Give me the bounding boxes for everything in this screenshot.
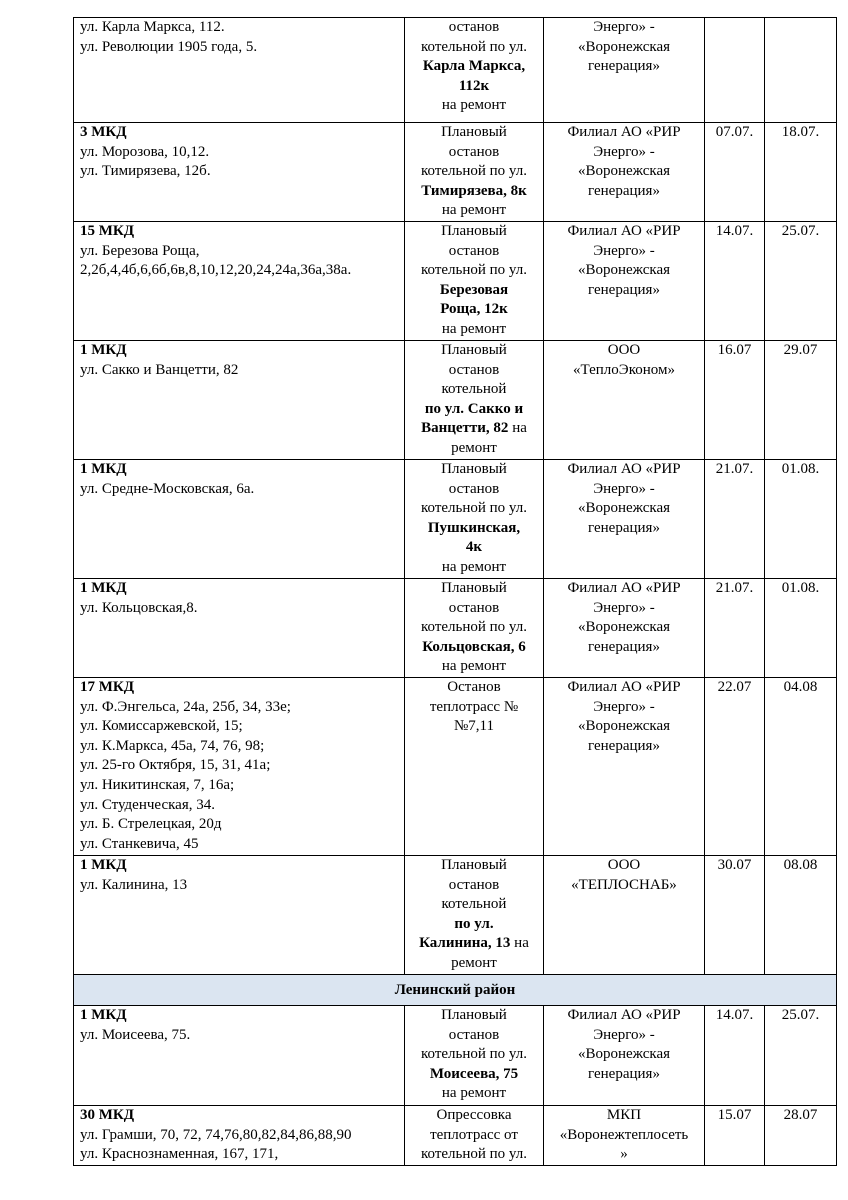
work-line	[408, 361, 540, 381]
addresses-cell	[74, 678, 405, 856]
work-line	[408, 538, 540, 558]
work-text: котельной по ул.	[420, 500, 528, 517]
work-text: Плановый	[441, 461, 507, 477]
organization-line: Энерго» -	[593, 480, 655, 497]
organization-line: генерация»	[588, 737, 660, 754]
organization-line: «Воронежская	[577, 500, 671, 517]
work-description-cell	[405, 222, 544, 341]
work-line	[408, 143, 540, 163]
table-row	[74, 460, 837, 579]
work-text: Плановый	[441, 124, 507, 140]
work-line	[408, 1045, 540, 1065]
building-count: 1 МКД	[80, 857, 127, 873]
work-text: Плановый	[441, 857, 507, 873]
work-text: Останов	[447, 679, 501, 695]
address-line: ул. Сакко и Ванцетти, 82	[80, 361, 239, 378]
end-date-cell	[765, 18, 837, 123]
table-row	[74, 856, 837, 975]
district-section-row	[74, 975, 837, 1006]
work-text: котельной по ул.	[420, 619, 528, 636]
work-line	[408, 1106, 540, 1126]
organization-cell	[544, 579, 705, 678]
organization-line: Энерго» -	[593, 599, 655, 616]
table-row	[74, 123, 837, 222]
start-date-cell: 14.07.	[705, 1006, 765, 1106]
boiler-address: Тимирязева, 8к	[421, 182, 527, 199]
work-text: ремонт	[451, 954, 497, 971]
work-text: на ремонт	[441, 558, 507, 575]
address-line: ул. Тимирязева, 12б.	[80, 163, 211, 180]
work-text: на ремонт	[441, 97, 507, 114]
organization-line: Филиал АО «РИР	[567, 124, 681, 140]
work-text: останов	[448, 242, 500, 259]
work-line	[408, 895, 540, 915]
building-count: 17 МКД	[80, 679, 135, 695]
district-title: Ленинский район	[74, 975, 837, 1006]
work-line	[408, 599, 540, 619]
building-count: 30 МКД	[80, 1107, 135, 1123]
work-text: Плановый	[441, 223, 507, 239]
work-description-cell	[405, 856, 544, 975]
work-text: ремонт	[451, 439, 497, 456]
organization-line: Энерго» -	[593, 19, 655, 35]
addresses-cell	[74, 1106, 405, 1166]
work-line	[408, 499, 540, 519]
organization-line: ООО	[607, 342, 641, 358]
organization-line: генерация»	[588, 638, 660, 655]
organization-line: Энерго» -	[593, 1026, 655, 1043]
work-line	[408, 579, 540, 599]
work-text: котельной	[441, 896, 507, 913]
start-date-cell: 14.07.	[705, 222, 765, 341]
organization-line: «Воронежтеплосеть	[559, 1126, 689, 1143]
addresses-cell	[74, 579, 405, 678]
work-line	[408, 856, 540, 876]
organization-line: генерация»	[588, 182, 660, 199]
work-text: останов	[448, 361, 500, 378]
work-line	[408, 57, 540, 77]
work-line	[408, 558, 540, 578]
table-row	[74, 1106, 837, 1166]
boiler-address: по ул. Сакко и	[424, 400, 524, 417]
addresses-cell	[74, 460, 405, 579]
organization-cell	[544, 18, 705, 123]
work-line	[408, 341, 540, 361]
organization-line: Филиал АО «РИР	[567, 223, 681, 239]
table-row	[74, 1006, 837, 1106]
work-text: останов	[448, 19, 500, 35]
work-text: Плановый	[441, 342, 507, 358]
work-text: на	[510, 935, 529, 952]
work-line	[408, 480, 540, 500]
table-row	[74, 222, 837, 341]
boiler-address: Карла Маркса,	[422, 58, 526, 75]
work-line	[408, 460, 540, 480]
work-line	[408, 242, 540, 262]
work-line	[408, 876, 540, 896]
end-date-cell: 25.07.	[765, 1006, 837, 1106]
work-line	[408, 201, 540, 221]
organization-line: ООО	[607, 857, 641, 873]
address-line: ул. Калинина, 13	[80, 876, 188, 893]
work-line	[408, 934, 540, 954]
address-line: ул. Б. Стрелецкая, 20д	[80, 816, 222, 833]
work-line	[408, 915, 540, 935]
start-date-cell: 21.07.	[705, 579, 765, 678]
address-line: ул. Кольцовская,8.	[80, 599, 198, 616]
work-line	[408, 261, 540, 281]
address-line: ул. Комиссаржевской, 15;	[80, 718, 243, 735]
addresses-cell	[74, 222, 405, 341]
organization-line: «Воронежская	[577, 619, 671, 636]
addresses-cell	[74, 856, 405, 975]
boiler-address: Пушкинская,	[427, 519, 521, 536]
work-line	[408, 618, 540, 638]
organization-cell	[544, 1006, 705, 1106]
address-line: ул. Краснознаменная, 167, 171,	[80, 1146, 279, 1163]
work-text: останов	[448, 143, 500, 160]
end-date-cell: 29.07	[765, 341, 837, 460]
work-line	[408, 162, 540, 182]
organization-cell	[544, 1106, 705, 1166]
start-date-cell: 22.07	[705, 678, 765, 856]
organization-line: «ТЕПЛОСНАБ»	[571, 876, 677, 893]
work-description-cell	[405, 1106, 544, 1166]
building-count: 1 МКД	[80, 1007, 127, 1023]
outage-schedule-table	[73, 17, 837, 1166]
start-date-cell: 07.07.	[705, 123, 765, 222]
work-text: на ремонт	[441, 658, 507, 675]
address-line: ул. Революции 1905 года, 5.	[80, 38, 258, 55]
work-line	[408, 1084, 540, 1104]
work-line	[408, 519, 540, 539]
boiler-address: Калинина, 13	[419, 935, 511, 952]
work-text: останов	[448, 480, 500, 497]
boiler-address: Ванцетти, 82	[421, 420, 509, 437]
work-text: на ремонт	[441, 202, 507, 219]
work-description-cell	[405, 579, 544, 678]
work-text: Опрессовка	[436, 1107, 512, 1123]
work-text: теплотрасс №	[429, 698, 519, 715]
building-count: 15 МКД	[80, 223, 135, 239]
organization-cell	[544, 460, 705, 579]
work-description-cell	[405, 1006, 544, 1106]
organization-line: Филиал АО «РИР	[567, 580, 681, 596]
table-row	[74, 18, 837, 123]
organization-line: Филиал АО «РИР	[567, 679, 681, 695]
work-line	[408, 717, 540, 737]
addresses-cell	[74, 123, 405, 222]
organization-line: МКП	[606, 1107, 642, 1123]
boiler-address: 112к	[458, 77, 490, 94]
organization-cell	[544, 678, 705, 856]
work-text: останов	[448, 599, 500, 616]
organization-line: Энерго» -	[593, 698, 655, 715]
building-count: 1 МКД	[80, 461, 127, 477]
boiler-address: по ул.	[454, 915, 494, 932]
work-line	[408, 320, 540, 340]
work-line	[408, 439, 540, 459]
work-line	[408, 18, 540, 38]
organization-line: Энерго» -	[593, 143, 655, 160]
work-text: котельной по ул.	[420, 262, 528, 279]
work-text: останов	[448, 876, 500, 893]
building-count: 1 МКД	[80, 580, 127, 596]
organization-line: «ТеплоЭконом»	[573, 361, 675, 378]
start-date-cell: 21.07.	[705, 460, 765, 579]
organization-line: генерация»	[588, 519, 660, 536]
work-line	[408, 77, 540, 97]
address-line: ул. Студенческая, 34.	[80, 796, 215, 813]
organization-cell	[544, 856, 705, 975]
organization-line: «Воронежская	[577, 163, 671, 180]
work-text: котельной по ул.	[420, 1046, 528, 1063]
table-row	[74, 579, 837, 678]
start-date-cell: 16.07	[705, 341, 765, 460]
work-line	[408, 222, 540, 242]
work-description-cell	[405, 341, 544, 460]
boiler-address: 4к	[465, 539, 483, 556]
organization-cell	[544, 341, 705, 460]
organization-line: «Воронежская	[577, 38, 671, 55]
boiler-address: Кольцовская, 6	[422, 638, 526, 655]
work-line	[408, 182, 540, 202]
end-date-cell: 01.08.	[765, 460, 837, 579]
address-line: ул. Морозова, 10,12.	[80, 143, 210, 160]
work-text: котельной по ул.	[420, 38, 528, 55]
address-line: 2,2б,4,4б,6,6б,6в,8,10,12,20,24,24а,36а,38а.	[80, 262, 352, 279]
work-line	[408, 123, 540, 143]
work-line	[408, 638, 540, 658]
organization-cell	[544, 222, 705, 341]
address-line: ул. Моисеева, 75.	[80, 1026, 191, 1043]
work-description-cell	[405, 678, 544, 856]
end-date-cell: 25.07.	[765, 222, 837, 341]
organization-line: генерация»	[588, 58, 660, 75]
table-row	[74, 341, 837, 460]
work-description-cell	[405, 460, 544, 579]
organization-line: Филиал АО «РИР	[567, 461, 681, 477]
end-date-cell: 01.08.	[765, 579, 837, 678]
organization-line: »	[620, 1146, 628, 1163]
work-text: Плановый	[441, 1007, 507, 1023]
start-date-cell	[705, 18, 765, 123]
end-date-cell: 04.08	[765, 678, 837, 856]
addresses-cell	[74, 18, 405, 123]
end-date-cell: 18.07.	[765, 123, 837, 222]
address-line: ул. Грамши, 70, 72, 74,76,80,82,84,86,88,90	[80, 1126, 352, 1143]
organization-cell	[544, 123, 705, 222]
end-date-cell: 08.08	[765, 856, 837, 975]
organization-line: генерация»	[588, 1065, 660, 1082]
work-text: №7,11	[453, 718, 494, 735]
work-line	[408, 1026, 540, 1046]
table-row	[74, 678, 837, 856]
organization-line: Энерго» -	[593, 242, 655, 259]
organization-line: «Воронежская	[577, 262, 671, 279]
work-text: останов	[448, 1026, 500, 1043]
work-text: котельной по ул.	[420, 1146, 528, 1163]
work-text: на ремонт	[441, 1085, 507, 1102]
work-line	[408, 400, 540, 420]
address-line: ул. Карла Маркса, 112.	[80, 19, 225, 35]
work-line	[408, 954, 540, 974]
work-line	[408, 1145, 540, 1165]
organization-line: Филиал АО «РИР	[567, 1007, 681, 1023]
work-text: на	[508, 420, 527, 437]
work-line	[408, 698, 540, 718]
work-line	[408, 300, 540, 320]
organization-line: генерация»	[588, 281, 660, 298]
addresses-cell	[74, 341, 405, 460]
work-text: котельной по ул.	[420, 163, 528, 180]
work-description-cell	[405, 123, 544, 222]
address-line: ул. Станкевича, 45	[80, 835, 199, 852]
address-line: ул. Никитинская, 7, 16а;	[80, 776, 235, 793]
work-text: теплотрасс от	[430, 1126, 518, 1143]
organization-line: «Воронежская	[577, 1046, 671, 1063]
work-line	[408, 380, 540, 400]
start-date-cell: 30.07	[705, 856, 765, 975]
work-description-cell	[405, 18, 544, 123]
building-count: 3 МКД	[80, 124, 127, 140]
work-text: котельной	[441, 381, 507, 398]
work-line	[408, 678, 540, 698]
boiler-address: Роща, 12к	[440, 301, 508, 318]
work-line	[408, 281, 540, 301]
work-line	[408, 1126, 540, 1146]
work-line	[408, 38, 540, 58]
address-line: ул. Березова Роща,	[80, 242, 200, 259]
boiler-address: Березовая	[439, 281, 509, 298]
address-line: ул. К.Маркса, 45а, 74, 76, 98;	[80, 737, 265, 754]
start-date-cell: 15.07	[705, 1106, 765, 1166]
address-line: ул. 25-го Октября, 15, 31, 41а;	[80, 757, 271, 774]
work-line	[408, 1006, 540, 1026]
address-line: ул. Ф.Энгельса, 24а, 25б, 34, 33е;	[80, 698, 291, 715]
end-date-cell: 28.07	[765, 1106, 837, 1166]
outage-schedule-body	[74, 18, 837, 1166]
work-line	[408, 419, 540, 439]
addresses-cell	[74, 1006, 405, 1106]
address-line: ул. Средне-Московская, 6а.	[80, 480, 255, 497]
work-line	[408, 657, 540, 677]
work-text: Плановый	[441, 580, 507, 596]
building-count: 1 МКД	[80, 342, 127, 358]
work-text: на ремонт	[441, 320, 507, 337]
work-line	[408, 96, 540, 116]
organization-line: «Воронежская	[577, 718, 671, 735]
work-line	[408, 1065, 540, 1085]
boiler-address: Моисеева, 75	[429, 1065, 519, 1082]
